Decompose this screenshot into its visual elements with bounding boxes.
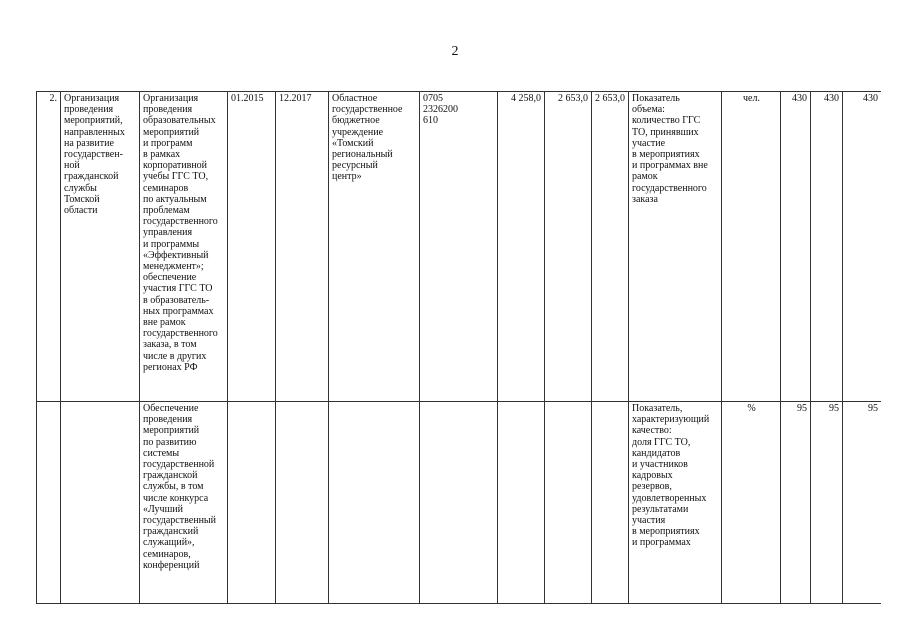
indicator-value-cell: 95 bbox=[811, 402, 843, 604]
unit-cell: чел. bbox=[722, 92, 781, 402]
table-row bbox=[37, 402, 882, 604]
end-date-cell: 12.2017 bbox=[276, 92, 329, 402]
activity-cell: Организация проведения образовательных мероприятий и программ в рамках корпоративной учебы ГГС ТО, семинаров по актуальным проблемам государственного управления и программы «Эффективный менеджмент»; обеспечение участия ГГС ТО в образователь- ных программах вне рамок государственного заказа, в том числе в других регионах РФ bbox=[140, 92, 228, 402]
executor-cell: Областное государственное бюджетное учреждение «Томский региональный ресурсный центр» bbox=[329, 92, 420, 402]
end-date-cell bbox=[276, 402, 329, 604]
funding-cell: 2 653,0 bbox=[545, 92, 592, 402]
funding-cell bbox=[545, 402, 592, 604]
page-number: 2 bbox=[451, 44, 459, 59]
budget-code-cell bbox=[420, 402, 498, 604]
executor-cell bbox=[329, 402, 420, 604]
table-row bbox=[37, 92, 882, 402]
indicator-value-cell: 430 bbox=[843, 92, 882, 402]
budget-code-cell: 0705 2326200 610 bbox=[420, 92, 498, 402]
indicator-cell: Показатель, характеризующий качество: доля ГГС ТО, кандидатов и участников кадровых резервов, удовлетворенных результатами участия в мероприятиях и программах bbox=[629, 402, 722, 604]
activity-cell: Обеспечение проведения мероприятий по развитию системы государственной гражданской службы, в том числе конкурса «Лучший государственный гражданский служащий», семинаров, конференций bbox=[140, 402, 228, 604]
program-activities-table bbox=[36, 91, 881, 604]
measure-name-cell bbox=[61, 402, 140, 604]
start-date-cell bbox=[228, 402, 276, 604]
indicator-value-cell: 95 bbox=[843, 402, 882, 604]
indicator-value-cell: 430 bbox=[811, 92, 843, 402]
funding-cell: 2 653,0 bbox=[592, 92, 629, 402]
measure-name-cell: Организация проведения мероприятий, направленных на развитие государствен- ной гражданской службы Томской области bbox=[61, 92, 140, 402]
funding-total-cell bbox=[498, 402, 545, 604]
funding-cell bbox=[592, 402, 629, 604]
start-date-cell: 01.2015 bbox=[228, 92, 276, 402]
row-number-cell bbox=[37, 402, 61, 604]
program-table-container bbox=[36, 91, 881, 640]
row-number-cell: 2. bbox=[37, 92, 61, 402]
indicator-cell: Показатель объема: количество ГГС ТО, принявших участие в мероприятиях и программах вне рамок государственного заказа bbox=[629, 92, 722, 402]
unit-cell: % bbox=[722, 402, 781, 604]
indicator-value-cell: 95 bbox=[781, 402, 811, 604]
funding-total-cell: 4 258,0 bbox=[498, 92, 545, 402]
indicator-value-cell: 430 bbox=[781, 92, 811, 402]
